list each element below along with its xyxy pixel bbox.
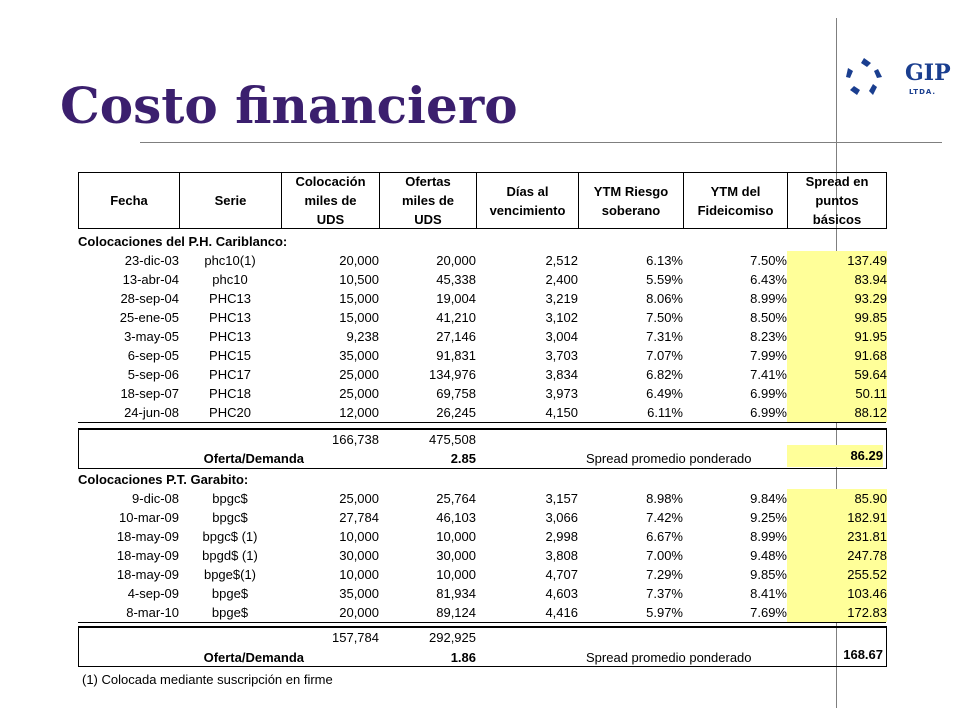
cell-spread: 85.90 (787, 489, 887, 508)
total-colocacion: 166,738 (332, 432, 379, 447)
cell-ytm-soberano: 6.11% (647, 405, 683, 420)
cell-fecha: 25-ene-05 (119, 310, 179, 325)
cell-spread: 91.95 (787, 327, 887, 346)
summary-ratio-row (78, 449, 887, 468)
cell-ofertas: 26,245 (436, 405, 476, 420)
cell-ytm-soberano: 7.37% (646, 586, 683, 601)
cell-serie: PHC13 (209, 291, 251, 306)
cell-colocacion: 25,000 (339, 491, 379, 506)
header-ytm-fideicomiso: YTM del Fideicomiso (684, 173, 788, 228)
cell-ofertas: 81,934 (436, 586, 476, 601)
cell-serie: phc10(1) (204, 253, 256, 268)
cell-dias: 3,973 (545, 386, 578, 401)
cell-ofertas: 46,103 (436, 510, 476, 525)
cell-colocacion: 12,000 (339, 405, 379, 420)
cell-spread: 182.91 (787, 508, 887, 527)
table-row (78, 365, 887, 384)
summary-totals-row (78, 628, 887, 647)
cell-serie: bpgd$ (1) (202, 548, 258, 563)
total-ofertas: 475,508 (429, 432, 476, 447)
cell-colocacion: 30,000 (339, 548, 379, 563)
table-row (78, 327, 887, 346)
cell-colocacion: 35,000 (339, 348, 379, 363)
header-spread: Spread en puntos básicos (805, 174, 869, 227)
cell-ofertas: 41,210 (436, 310, 476, 325)
logo-wordmark: GIP (905, 60, 951, 86)
cell-spread: 172.83 (787, 603, 887, 622)
cell-dias: 4,416 (545, 605, 578, 620)
cell-ofertas: 45,338 (436, 272, 476, 287)
page-title: Costo financiero (60, 76, 518, 135)
cell-colocacion: 25,000 (339, 386, 379, 401)
ratio-label: Oferta/Demanda (203, 650, 304, 665)
total-colocacion: 157,784 (332, 630, 379, 645)
cell-ytm-fideicomiso: 9.84% (750, 491, 787, 506)
cell-spread: 255.52 (787, 565, 887, 584)
cell-serie: PHC15 (209, 348, 251, 363)
table-row (78, 508, 887, 527)
cell-ytm-soberano: 8.98% (646, 491, 683, 506)
cell-ytm-fideicomiso: 7.41% (750, 367, 787, 382)
cell-ytm-fideicomiso: 9.85% (750, 567, 787, 582)
footnote: (1) Colocada mediante suscripción en firme (82, 672, 333, 687)
cell-ytm-fideicomiso: 8.41% (750, 586, 787, 601)
cell-fecha: 9-dic-08 (132, 491, 179, 506)
cell-spread: 50.11 (787, 384, 887, 403)
cell-ytm-fideicomiso: 8.50% (750, 310, 787, 325)
cell-colocacion: 10,000 (339, 567, 379, 582)
cell-ytm-soberano: 6.67% (646, 529, 683, 544)
header-fecha: Fecha (79, 173, 180, 228)
cell-ytm-soberano: 5.97% (646, 605, 683, 620)
spread-weighted-value: 168.67 (843, 647, 883, 662)
cell-colocacion: 20,000 (339, 253, 379, 268)
table-row (78, 489, 887, 508)
cell-ofertas: 19,004 (436, 291, 476, 306)
cell-dias: 3,703 (545, 348, 578, 363)
cell-ytm-fideicomiso: 7.50% (750, 253, 787, 268)
cell-fecha: 28-sep-04 (120, 291, 179, 306)
cell-colocacion: 20,000 (339, 605, 379, 620)
cell-ytm-soberano: 7.42% (646, 510, 683, 525)
cell-fecha: 24-jun-08 (124, 405, 179, 420)
cell-dias: 3,808 (545, 548, 578, 563)
cell-colocacion: 10,500 (339, 272, 379, 287)
cell-serie: PHC18 (209, 386, 251, 401)
cell-spread: 231.81 (787, 527, 887, 546)
table-row (78, 308, 887, 327)
cell-dias: 4,707 (545, 567, 578, 582)
cell-serie: phc10 (212, 272, 248, 287)
spread-label: Spread promedio ponderado (586, 650, 752, 665)
cell-ytm-soberano: 7.29% (646, 567, 683, 582)
cell-ytm-fideicomiso: 7.69% (750, 605, 787, 620)
summary-ratio-row (78, 648, 887, 667)
cell-serie: bpgc$ (212, 491, 248, 506)
cell-dias: 4,150 (545, 405, 578, 420)
cell-ytm-fideicomiso: 8.99% (750, 291, 787, 306)
cell-serie: bpgc$ (1) (202, 529, 258, 544)
cell-dias: 2,998 (545, 529, 578, 544)
cell-ytm-fideicomiso: 8.99% (750, 529, 787, 544)
cell-fecha: 13-abr-04 (122, 272, 179, 287)
cell-serie: PHC20 (209, 405, 251, 420)
title-underline (140, 142, 942, 143)
cell-ofertas: 10,000 (436, 529, 476, 544)
cell-colocacion: 9,238 (346, 329, 379, 344)
cell-spread: 88.12 (787, 403, 887, 422)
cell-serie: bpge$(1) (203, 567, 257, 582)
header-ofertas: Ofertas miles de UDS (380, 173, 477, 228)
cell-fecha: 10-mar-09 (119, 510, 179, 525)
cell-ytm-soberano: 8.06% (646, 291, 683, 306)
ratio-value: 2.85 (450, 451, 476, 466)
cell-colocacion: 35,000 (339, 586, 379, 601)
table-row (78, 289, 887, 308)
cell-ytm-fideicomiso: 6.99% (750, 386, 787, 401)
cell-ofertas: 20,000 (436, 253, 476, 268)
section2-bottom-border (78, 622, 886, 623)
header-serie: Serie (180, 173, 282, 228)
cell-ytm-fideicomiso: 6.43% (750, 272, 787, 287)
table-row (78, 603, 887, 622)
table-row (78, 403, 887, 422)
total-ofertas: 292,925 (429, 630, 476, 645)
ratio-value: 1.86 (450, 650, 476, 665)
cell-colocacion: 15,000 (339, 291, 379, 306)
cell-serie: PHC17 (209, 367, 251, 382)
cell-fecha: 18-sep-07 (120, 386, 179, 401)
logo-subtext: LTDA. (909, 88, 937, 96)
cell-ytm-fideicomiso: 7.99% (750, 348, 787, 363)
cell-spread: 247.78 (787, 546, 887, 565)
cell-fecha: 18-may-09 (116, 529, 179, 544)
header-dias: Días al vencimiento (477, 173, 579, 228)
table-header (78, 172, 887, 229)
cell-dias: 3,102 (545, 310, 578, 325)
cell-ytm-soberano: 7.31% (646, 329, 683, 344)
cell-colocacion: 27,784 (339, 510, 379, 525)
cell-ofertas: 69,758 (436, 386, 476, 401)
cell-ytm-fideicomiso: 6.99% (750, 405, 787, 420)
header-colocacion: Colocación miles de UDS (282, 173, 380, 228)
cell-ytm-fideicomiso: 9.48% (750, 548, 787, 563)
cell-ofertas: 10,000 (436, 567, 476, 582)
cell-ytm-soberano: 5.59% (646, 272, 683, 287)
cell-colocacion: 15,000 (339, 310, 379, 325)
cell-ytm-soberano: 7.07% (646, 348, 683, 363)
cell-spread: 137.49 (787, 251, 887, 270)
cell-spread: 93.29 (787, 289, 887, 308)
cell-fecha: 8-mar-10 (126, 605, 179, 620)
cell-fecha: 6-sep-05 (127, 348, 179, 363)
section-cariblanco-label: Colocaciones del P.H. Cariblanco: (78, 234, 288, 249)
cell-ytm-fideicomiso: 8.23% (750, 329, 787, 344)
cell-fecha: 5-sep-06 (127, 367, 179, 382)
spread-label: Spread promedio ponderado (586, 451, 752, 466)
table-row (78, 584, 887, 603)
cell-ytm-fideicomiso: 9.25% (750, 510, 787, 525)
cell-fecha: 3-may-05 (124, 329, 179, 344)
table-row (78, 546, 887, 565)
cell-colocacion: 10,000 (339, 529, 379, 544)
cell-dias: 3,004 (545, 329, 578, 344)
cell-spread: 83.94 (787, 270, 887, 289)
spread-weighted-value: 86.29 (787, 445, 883, 467)
table-row (78, 384, 887, 403)
cell-spread: 59.64 (787, 365, 887, 384)
cell-ytm-soberano: 6.13% (646, 253, 683, 268)
section1-bottom-border (78, 422, 886, 423)
cell-serie: bpge$ (211, 586, 249, 601)
header-ytm-soberano: YTM Riesgo soberano (579, 173, 684, 228)
cell-ytm-soberano: 7.50% (646, 310, 683, 325)
summary-totals-row (78, 430, 887, 449)
cell-serie: bpgc$ (212, 510, 248, 525)
cell-serie: PHC13 (209, 329, 251, 344)
table-row (78, 527, 887, 546)
ratio-label: Oferta/Demanda (203, 451, 304, 466)
cell-spread: 99.85 (787, 308, 887, 327)
cell-spread: 103.46 (787, 584, 887, 603)
cell-ofertas: 89,124 (436, 605, 476, 620)
cell-dias: 4,603 (545, 586, 578, 601)
table-row (78, 251, 887, 270)
cell-fecha: 18-may-09 (116, 548, 179, 563)
cell-ofertas: 27,146 (436, 329, 476, 344)
cell-fecha: 23-dic-03 (124, 253, 179, 268)
cell-colocacion: 25,000 (339, 367, 379, 382)
cell-ofertas: 25,764 (436, 491, 476, 506)
cell-dias: 3,157 (545, 491, 578, 506)
cell-spread: 91.68 (787, 346, 887, 365)
cell-ytm-soberano: 7.00% (646, 548, 683, 563)
cell-dias: 3,834 (545, 367, 578, 382)
cell-serie: PHC13 (209, 310, 251, 325)
cell-dias: 3,219 (545, 291, 578, 306)
table-row (78, 565, 887, 584)
cell-dias: 2,400 (545, 272, 578, 287)
cell-fecha: 18-may-09 (116, 567, 179, 582)
section-garabito-label: Colocaciones P.T. Garabito: (78, 472, 249, 487)
cell-ytm-soberano: 6.49% (646, 386, 683, 401)
cell-ofertas: 134,976 (429, 367, 476, 382)
table-row (78, 270, 887, 289)
cell-ytm-soberano: 6.82% (646, 367, 683, 382)
cell-ofertas: 91,831 (436, 348, 476, 363)
table-row (78, 346, 887, 365)
cell-ofertas: 30,000 (436, 548, 476, 563)
cell-serie: bpge$ (211, 605, 249, 620)
cell-dias: 2,512 (545, 253, 578, 268)
cell-fecha: 4-sep-09 (127, 586, 179, 601)
cell-dias: 3,066 (545, 510, 578, 525)
